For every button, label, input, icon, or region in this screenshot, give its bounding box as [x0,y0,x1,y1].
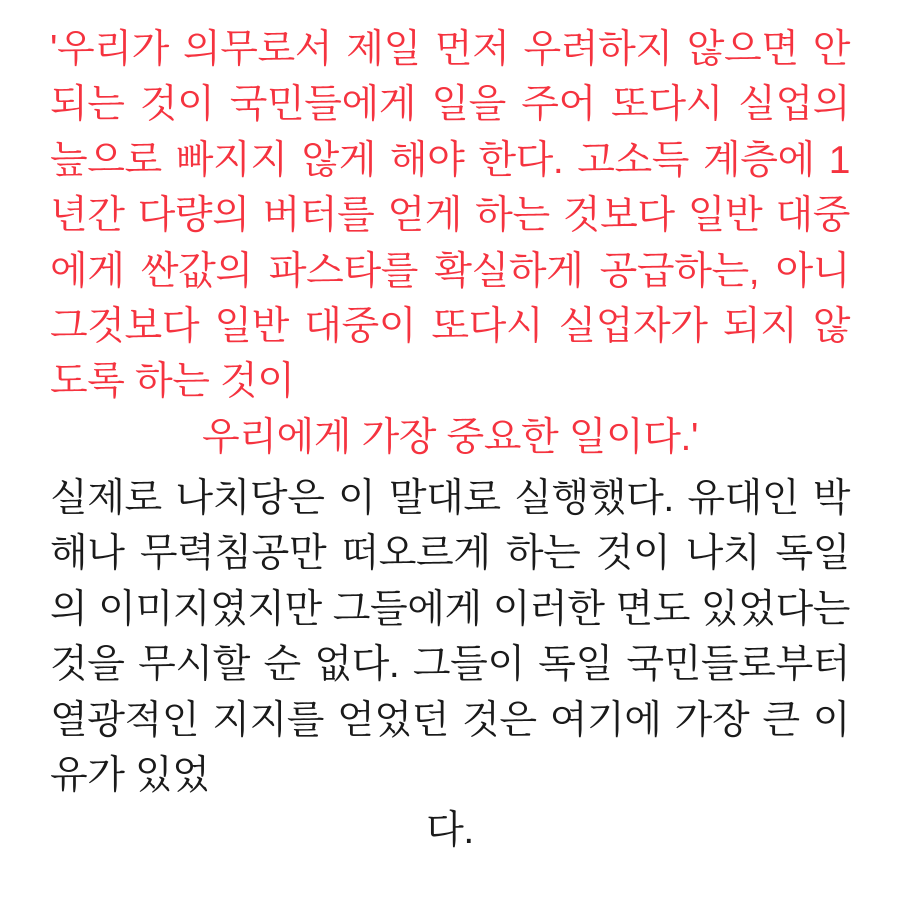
body-last-line: 다. [426,809,474,853]
quotation-text: '우리가 의무로서 제일 먼저 우려하지 않으면 안 되는 것이 국민들에게 일을 주어 또다시 실업의 늪으로 빠지지 않게 해야 한다. 고소득 계층에 1년간 다량의 버터를 얻게 하는 것보다 일반 대중에게 싼값의 파스타를 확실하게 공급하는, 아니 그것보다 일반 대중이 또다시 실업자가 되지 않도록 하는 것이 [50,28,850,404]
body-text: 실제로 나치당은 이 말대로 실행했다. 유대인 박해나 무력침공만 떠오르게 하는 것이 나치 독일의 이미지였지만 그들에게 이러한 면도 있었다는 것을 무시할 순 없다. 그들이 독일 국민들로부터 열광적인 지지를 얻었던 것은 여기에 가장 큰 이유가 있었 [50,477,850,797]
quotation-paragraph [50,22,850,465]
quotation-last-line: 우리에게 가장 중요한 일이다.' [201,415,699,459]
body-paragraph [50,471,850,859]
